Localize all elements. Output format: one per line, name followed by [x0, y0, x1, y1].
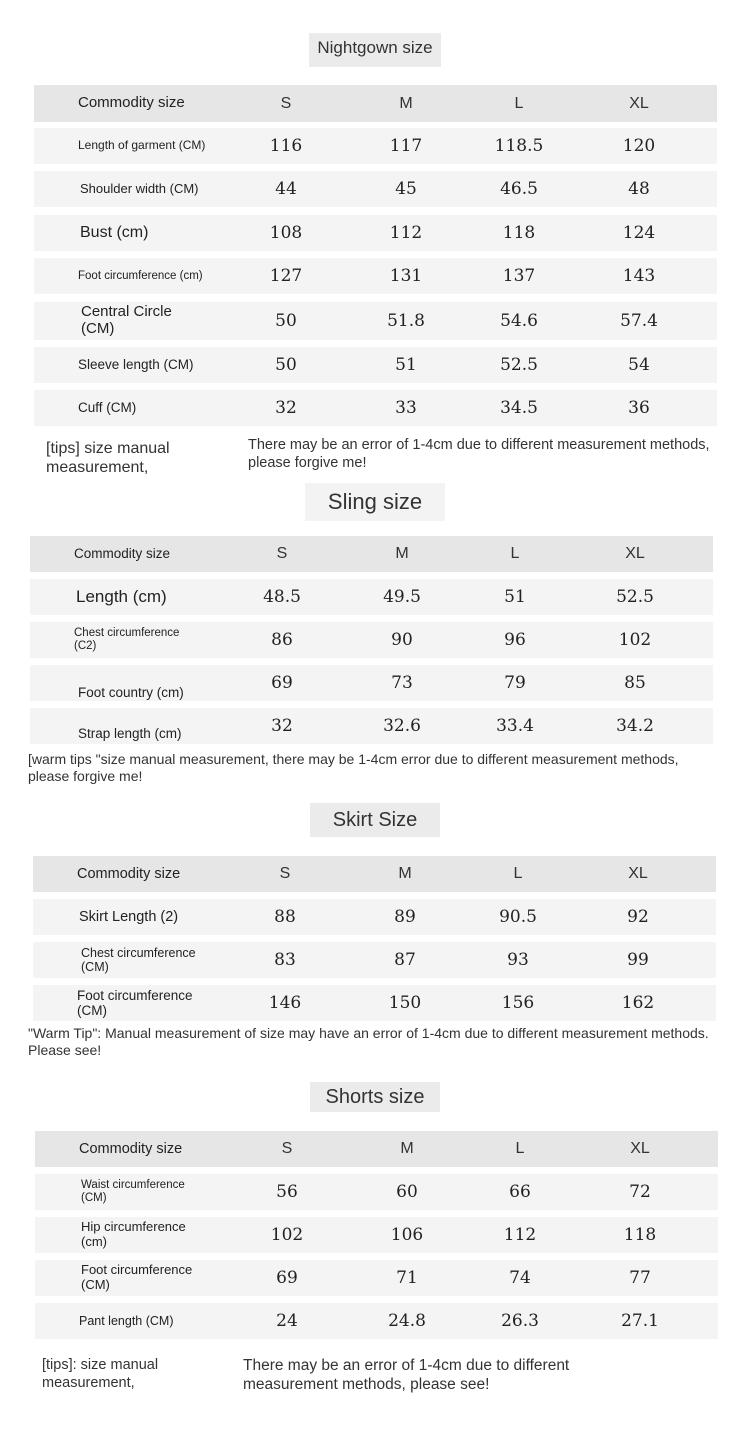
table-row	[34, 302, 717, 340]
row-label: Sleeve length (CM)	[78, 357, 194, 373]
table-row	[35, 1303, 718, 1339]
size-l: L	[510, 545, 520, 562]
value-l: 93	[507, 950, 529, 970]
value-xl: 54	[628, 355, 650, 375]
value-m: 71	[396, 1268, 418, 1288]
value-s: 48.5	[263, 587, 301, 607]
table-row	[33, 942, 716, 978]
value-l: 52.5	[500, 355, 538, 375]
size-m: M	[400, 1140, 414, 1157]
row-label: Central Circle (CM)	[81, 303, 172, 337]
value-s: 88	[274, 907, 296, 927]
header-label: Commodity size	[78, 94, 185, 112]
size-l: L	[514, 94, 524, 112]
value-s: 44	[275, 179, 297, 199]
size-xl: XL	[629, 94, 649, 112]
size-m: M	[398, 865, 412, 882]
header-label: Commodity size	[74, 546, 171, 562]
value-m: 51.8	[387, 311, 425, 331]
value-xl: 85	[624, 673, 646, 693]
row-label: Skirt Length (2)	[79, 908, 179, 925]
value-l: 118.5	[494, 136, 544, 156]
value-m: 73	[391, 673, 413, 693]
table-row	[34, 215, 717, 251]
value-l: 137	[502, 266, 536, 286]
value-m: 87	[394, 950, 416, 970]
value-xl: 34.2	[616, 716, 654, 736]
value-l: 96	[504, 630, 526, 650]
row-label: Foot circumference (CM)	[77, 987, 193, 1018]
header-label: Commodity size	[77, 865, 181, 882]
value-xl: 162	[621, 993, 655, 1013]
row-label: Length (cm)	[76, 587, 167, 607]
value-l: 90.5	[499, 907, 537, 927]
value-l: 34.5	[500, 398, 538, 418]
value-s: 69	[276, 1268, 298, 1288]
row-label: Chest circumference (C2)	[74, 627, 180, 652]
sling-note: [warm tips "size manual measurement, there may be 1-4cm error due to different measurement methods, please forgive me!	[28, 751, 679, 785]
value-xl: 120	[622, 136, 656, 156]
value-m: 117	[389, 136, 423, 156]
value-m: 131	[389, 266, 423, 286]
shorts-note-left: [tips]: size manual measurement,	[42, 1357, 159, 1391]
value-l: 46.5	[500, 179, 538, 199]
value-m: 33	[395, 398, 417, 418]
row-label: Hip circumference (cm)	[81, 1219, 186, 1249]
table-row	[30, 579, 713, 615]
skirt-note: "Warm Tip": Manual measurement of size may have an error of 1-4cm due to different measurement methods. Please see!	[28, 1025, 709, 1059]
value-s: 56	[276, 1182, 298, 1202]
value-m: 106	[390, 1225, 424, 1245]
shorts-header-row	[35, 1131, 718, 1167]
value-s: 24	[276, 1311, 298, 1331]
row-label: Pant length (CM)	[79, 1314, 174, 1328]
table-row	[33, 985, 716, 1021]
value-s: 32	[271, 716, 293, 736]
value-s: 83	[274, 950, 296, 970]
row-label: Shoulder width (CM)	[80, 180, 199, 196]
value-m: 112	[389, 223, 423, 243]
value-l: 74	[509, 1268, 531, 1288]
header-label: Commodity size	[79, 1140, 183, 1157]
value-s: 102	[270, 1225, 304, 1245]
table-row	[34, 171, 717, 207]
nightgown-note-right: There may be an error of 1-4cm due to different measurement methods, please forgive me!	[248, 437, 710, 471]
value-m: 90	[391, 630, 413, 650]
value-xl: 57.4	[620, 311, 658, 331]
value-xl: 102	[618, 630, 652, 650]
value-m: 60	[396, 1182, 418, 1202]
size-m: M	[399, 94, 413, 112]
value-m: 89	[394, 907, 416, 927]
value-m: 32.6	[383, 716, 421, 736]
row-label: Foot circumference (CM)	[81, 1262, 193, 1292]
value-s: 69	[271, 673, 293, 693]
value-m: 49.5	[383, 587, 421, 607]
nightgown-note-left: [tips] size manual measurement,	[46, 440, 170, 477]
table-row	[35, 1217, 718, 1253]
table-row	[34, 347, 717, 383]
value-s: 116	[269, 136, 303, 156]
value-s: 32	[275, 398, 297, 418]
row-label: Foot circumference (cm)	[78, 269, 203, 282]
value-l: 112	[503, 1225, 537, 1245]
shorts-note-right: There may be an error of 1-4cm due to different measurement methods, please see!	[243, 1357, 570, 1393]
size-m: M	[395, 545, 409, 562]
value-s: 50	[275, 355, 297, 375]
nightgown-title: Nightgown size	[309, 33, 441, 67]
value-m: 150	[388, 993, 422, 1013]
value-xl: 48	[628, 179, 650, 199]
size-s: S	[279, 865, 291, 882]
value-xl: 92	[627, 907, 649, 927]
value-l: 54.6	[500, 311, 538, 331]
row-label: Waist circumference (CM)	[81, 1179, 185, 1204]
table-row	[30, 708, 713, 744]
size-l: L	[515, 1140, 525, 1157]
value-xl: 27.1	[621, 1311, 659, 1331]
value-xl: 118	[623, 1225, 657, 1245]
value-s: 108	[269, 223, 303, 243]
value-xl: 99	[627, 950, 649, 970]
value-l: 156	[501, 993, 535, 1013]
nightgown-header-row	[34, 85, 717, 122]
row-label: Foot country (cm)	[78, 685, 184, 701]
value-l: 26.3	[501, 1311, 539, 1331]
value-xl: 124	[622, 223, 656, 243]
row-label: Length of garment (CM)	[78, 138, 206, 153]
shorts-title: Shorts size	[310, 1082, 440, 1112]
table-row	[35, 1260, 718, 1296]
size-s: S	[281, 1140, 293, 1157]
table-row	[35, 1174, 718, 1210]
value-s: 50	[275, 311, 297, 331]
row-label: Chest circumference (CM)	[81, 946, 196, 974]
size-xl: XL	[625, 545, 645, 562]
value-xl: 143	[622, 266, 656, 286]
table-row	[33, 899, 716, 935]
size-l: L	[513, 865, 523, 882]
skirt-header-row	[33, 856, 716, 892]
value-m: 24.8	[388, 1311, 426, 1331]
row-label: Bust (cm)	[80, 224, 149, 242]
table-row	[30, 665, 713, 701]
value-l: 51	[504, 587, 526, 607]
value-xl: 52.5	[616, 587, 654, 607]
value-xl: 72	[629, 1182, 651, 1202]
value-s: 146	[268, 993, 302, 1013]
table-row	[30, 622, 713, 658]
row-label: Strap length (cm)	[78, 726, 182, 742]
size-s: S	[280, 94, 292, 112]
value-m: 51	[395, 355, 417, 375]
value-l: 79	[504, 673, 526, 693]
value-s: 86	[271, 630, 293, 650]
size-xl: XL	[628, 865, 648, 882]
value-m: 45	[395, 179, 417, 199]
skirt-title: Skirt Size	[310, 803, 440, 837]
row-label: Cuff (CM)	[78, 400, 137, 416]
size-xl: XL	[630, 1140, 650, 1157]
table-row	[34, 390, 717, 426]
value-xl: 36	[628, 398, 650, 418]
size-s: S	[276, 545, 288, 562]
value-s: 127	[269, 266, 303, 286]
sling-header-row	[30, 536, 713, 572]
sling-title: Sling size	[305, 483, 445, 521]
value-xl: 77	[629, 1268, 651, 1288]
value-l: 33.4	[496, 716, 534, 736]
value-l: 118	[502, 223, 536, 243]
table-row	[34, 258, 717, 294]
table-row	[34, 128, 717, 164]
value-l: 66	[509, 1182, 531, 1202]
